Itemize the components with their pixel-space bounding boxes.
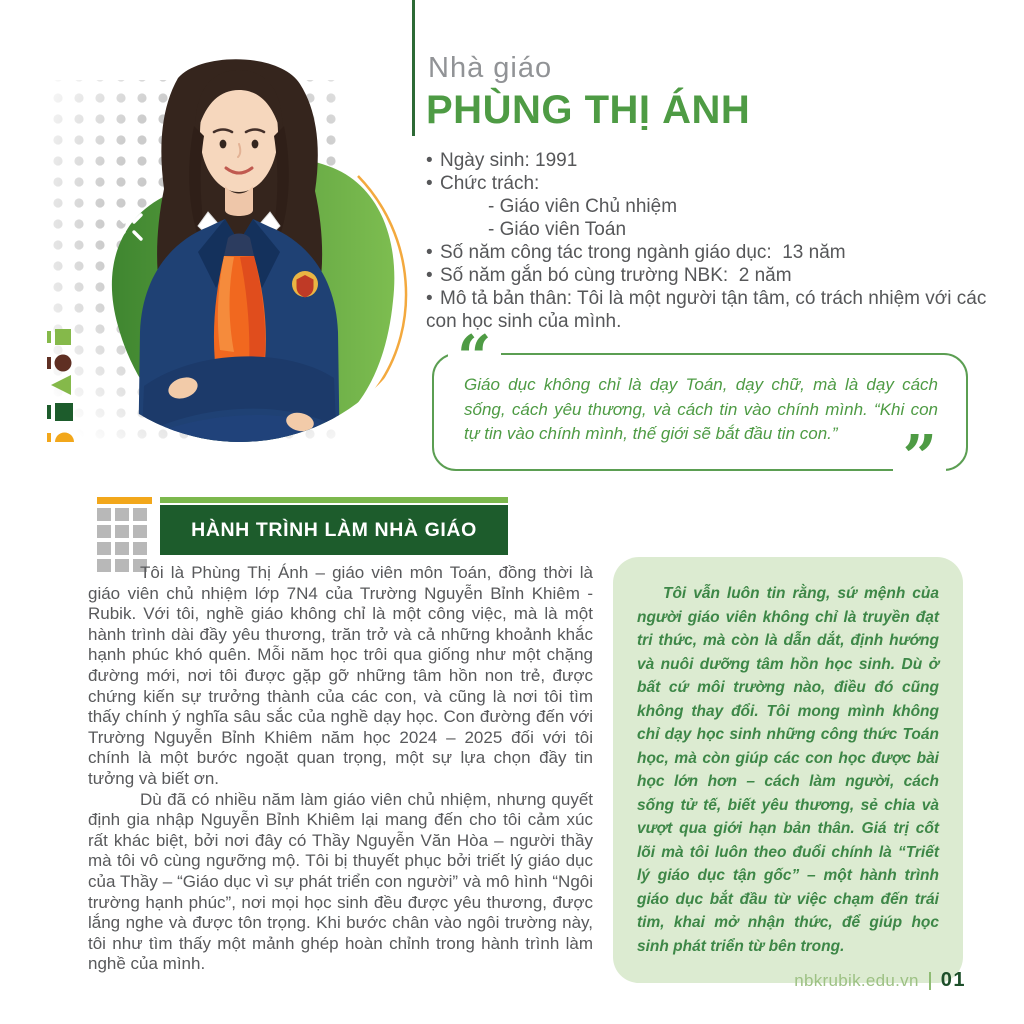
bullet-icon: • <box>426 242 433 263</box>
bullet-icon: • <box>426 173 433 194</box>
detail-subitem: - Giáo viên Chủ nhiệm <box>488 196 678 217</box>
detail-item: • Chức trách: <box>426 173 540 194</box>
detail-item: • Số năm công tác trong ngành giáo dục: 13 năm <box>426 242 846 263</box>
website-link[interactable]: nbkrubik.edu.vn <box>794 970 919 990</box>
quote-close-icon: ” <box>893 456 946 486</box>
detail-item: • Số năm gắn bó cùng trường NBK: 2 năm <box>426 265 792 286</box>
article-paragraph: Tôi là Phùng Thị Ánh – giáo viên môn Toán, đồng thời là giáo viên chủ nhiệm lớp 7N4 của Trường Nguyễn Bỉnh Khiêm - Rubik. Với tôi, nghề giáo không chỉ là một công việc, mà là một hành trình dài đầy yêu thương, trăn trở và cả những khoảnh khắc hạnh phúc khó quên. Mỗi năm học trôi qua giống như một chặng đường mới, nơi tôi được gặp gỡ những tâm hồn non trẻ, được chứng kiến sự trưởng thành của các con, và cũng là nơi tôi tìm thấy chính ý nghĩa sâu sắc của nghề dạy học. Con đường đến với Trường Nguyễn Bỉnh Khiêm năm học 2024 – 2025 đối với tôi chính là một bước ngoặt quan trọng, một sự lựa chọn đầy tin tưởng và biết ơn. <box>88 563 593 788</box>
light-green-bar-decoration <box>160 497 508 503</box>
decor-circle-brown <box>55 355 72 372</box>
highlight-box <box>613 557 963 983</box>
grid-icon <box>97 497 152 572</box>
bullet-icon: • <box>426 288 433 309</box>
detail-item: • Ngày sinh: 1991 <box>426 150 578 171</box>
detail-item: • Mô tả bản thân: Tôi là một người tận tâm, có trách nhiệm với các con học sinh của mình. <box>426 288 987 332</box>
article-body <box>88 563 593 975</box>
teacher-figure <box>138 59 340 468</box>
bullet-icon: • <box>426 265 433 286</box>
role-label: Nhà giáo <box>428 52 553 84</box>
teacher-portrait <box>28 26 440 468</box>
decor-square-dark-green <box>55 403 73 421</box>
footer-divider <box>929 972 931 990</box>
section-title: HÀNH TRÌNH LÀM NHÀ GIÁO <box>160 505 508 555</box>
header-accent-line <box>412 0 415 136</box>
bullet-icon: • <box>426 150 433 171</box>
profile-details-list <box>426 149 1018 333</box>
orange-bar-decoration <box>97 497 152 504</box>
quote-text: Giáo dục không chỉ là dạy Toán, dạy chữ, mà là dạy cách sống, cách yêu thương, và cách tin vào chính mình. “Khi con tự tin vào chính mình, thế giới sẽ bắt đầu tin con.” <box>464 375 938 443</box>
quote-box <box>432 323 968 493</box>
quote-open-icon: “ <box>448 336 501 370</box>
page-footer <box>794 969 966 992</box>
detail-subitem: - Giáo viên Toán <box>488 219 627 240</box>
decor-square-light-green <box>55 329 71 345</box>
section-banner <box>160 497 508 555</box>
article-paragraph: Dù đã có nhiều năm làm giáo viên chủ nhiệm, nhưng quyết định gia nhập Nguyễn Bỉnh Khiêm lại mang đến cho tôi cảm xúc rất khác biệt, bởi nơi đây có Thầy Nguyễn Văn Hòa – người thầy mà tôi vô cùng ngưỡng mộ. Tôi bị thuyết phục bởi triết lý giáo dục của Thầy – “Giáo dục vì sự phát triển con người” và mô hình “Ngôi trường hạnh phúc”, nơi mọi học sinh đều được yêu thương, được lắng nghe và được tôn trọng. Khi bước chân vào ngôi trường này, tôi như tìm thấy một mảnh ghép hoàn chỉnh trong hành trình làm nghề của mình. <box>88 789 593 974</box>
page-number: 01 <box>940 969 966 991</box>
teacher-name-title: PHÙNG THỊ ÁNH <box>426 88 751 132</box>
highlight-text: Tôi vẫn luôn tin rằng, sứ mệnh của người giáo viên không chỉ là truyền đạt tri thức, mà còn là dẫn dắt, định hướng và nuôi dưỡng tâm hồn học sinh. Dù ở bất cứ môi trường nào, điều đó cũng không thay đổi. Tôi mong mình không chỉ dạy học sinh những công thức Toán học, mà còn giúp các con học được bài học lớn hơn – cách làm người, cách sống tử tế, biết yêu thương, sẻ chia và vượt qua giới hạn bản thân. Giá trị cốt lõi mà tôi luôn theo đuổi chính là “Triết lý giáo dục tận gốc” – một hành trình giáo dục bắt đầu từ việc chạm đến trái tim, khai mở nhận thức, để giúp học sinh phát triển từ bên trong. <box>637 585 939 955</box>
